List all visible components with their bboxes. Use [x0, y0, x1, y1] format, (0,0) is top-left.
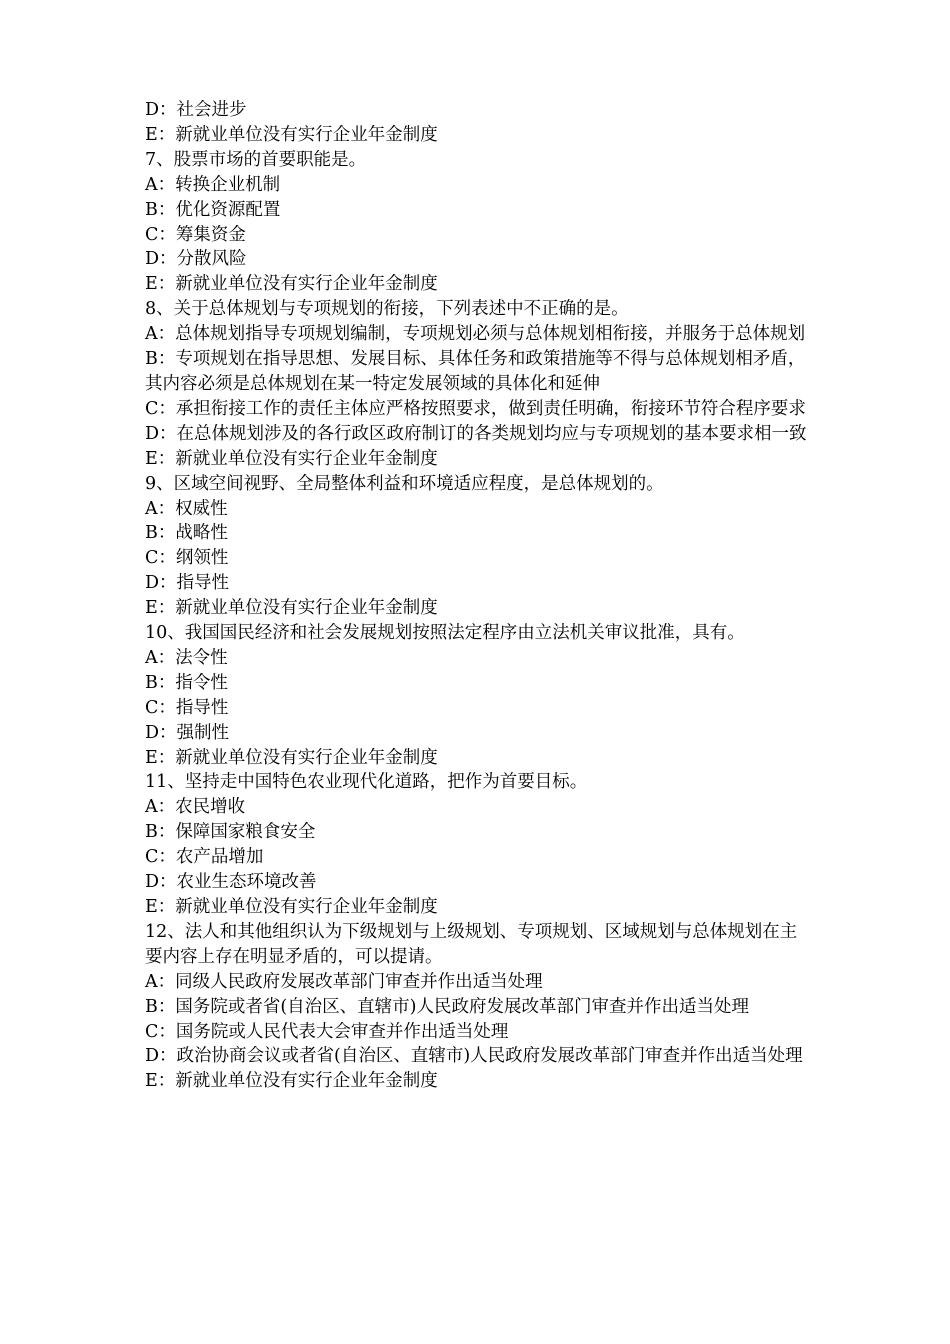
option-e-q10: E：新就业单位没有实行企业年金制度: [145, 747, 438, 768]
option-a-q12: A：同级人民政府发展改革部门审查并作出适当处理: [145, 971, 543, 992]
option-b-q9: B：战略性: [145, 523, 228, 544]
option-c-q9: C：纲领性: [145, 548, 229, 569]
option-e-q9: E：新就业单位没有实行企业年金制度: [145, 598, 438, 619]
option-c-q12: C：国务院或人民代表大会审查并作出适当处理: [145, 1021, 509, 1042]
option-c-q10: C：指导性: [145, 697, 229, 718]
option-b-q7: B：优化资源配置: [145, 199, 281, 220]
option-b-q8: B：专项规划在指导思想、发展目标、具体任务和政策措施等不得与总体规划相矛盾，其内容必须是总体规划在某一特定发展领域的具体化和延伸: [145, 349, 806, 394]
option-b-q10: B：指令性: [145, 672, 228, 693]
option-e-q8: E：新就业单位没有实行企业年金制度: [145, 448, 438, 469]
question-11: 11、坚持走中国特色农业现代化道路，把作为首要目标。: [145, 772, 588, 793]
question-10: 10、我国国民经济和社会发展规划按照法定程序由立法机关审议批准，具有。: [145, 623, 745, 644]
option-a-q10: A：法令性: [145, 647, 228, 668]
option-d-q11: D：农业生态环境改善: [145, 872, 317, 893]
option-b-q11: B：保障国家粮食安全: [145, 822, 316, 843]
option-e-q6: E：新就业单位没有实行企业年金制度: [145, 124, 438, 145]
option-d-q8: D：在总体规划涉及的各行政区政府制订的各类规划均应与专项规划的基本要求相一致: [145, 423, 807, 444]
option-d-q10: D：强制性: [145, 722, 230, 743]
question-12: 12、法人和其他组织认为下级规划与上级规划、专项规划、区域规划与总体规划在主要内容上存在明显矛盾的，可以提请。: [145, 921, 798, 967]
question-8: 8、关于总体规划与专项规划的衔接，下列表述中不正确的是。: [145, 299, 629, 320]
question-7: 7、股票市场的首要职能是。: [145, 149, 367, 170]
option-b-q12: B：国务院或者省(自治区、直辖市)人民政府发展改革部门审查并作出适当处理: [145, 996, 750, 1017]
option-a-q11: A：农民增收: [145, 797, 246, 818]
option-a-q9: A：权威性: [145, 498, 228, 519]
option-e-q12: E：新就业单位没有实行企业年金制度: [145, 1071, 438, 1092]
option-c-q8: C：承担衔接工作的责任主体应严格按照要求，做到责任明确，衔接环节符合程序要求: [145, 398, 806, 419]
option-c-q11: C：农产品增加: [145, 847, 264, 868]
question-9: 9、区域空间视野、全局整体利益和环境适应程度，是总体规划的。: [145, 473, 664, 494]
option-d-q7: D：分散风险: [145, 249, 247, 270]
option-e-q11: E：新就业单位没有实行企业年金制度: [145, 897, 438, 917]
document-body: [145, 98, 813, 1094]
option-d-q9: D：指导性: [145, 573, 230, 594]
option-c-q7: C：筹集资金: [145, 224, 246, 245]
option-d-q6: D：社会进步: [145, 100, 247, 120]
option-a-q8: A：总体规划指导专项规划编制，专项规划必须与总体规划相衔接，并服务于总体规划: [145, 324, 806, 345]
option-a-q7: A：转换企业机制: [145, 174, 281, 195]
option-e-q7: E：新就业单位没有实行企业年金制度: [145, 274, 438, 295]
option-d-q12: D：政治协商会议或者省(自治区、直辖市)人民政府发展改革部门审查并作出适当处理: [145, 1046, 803, 1067]
